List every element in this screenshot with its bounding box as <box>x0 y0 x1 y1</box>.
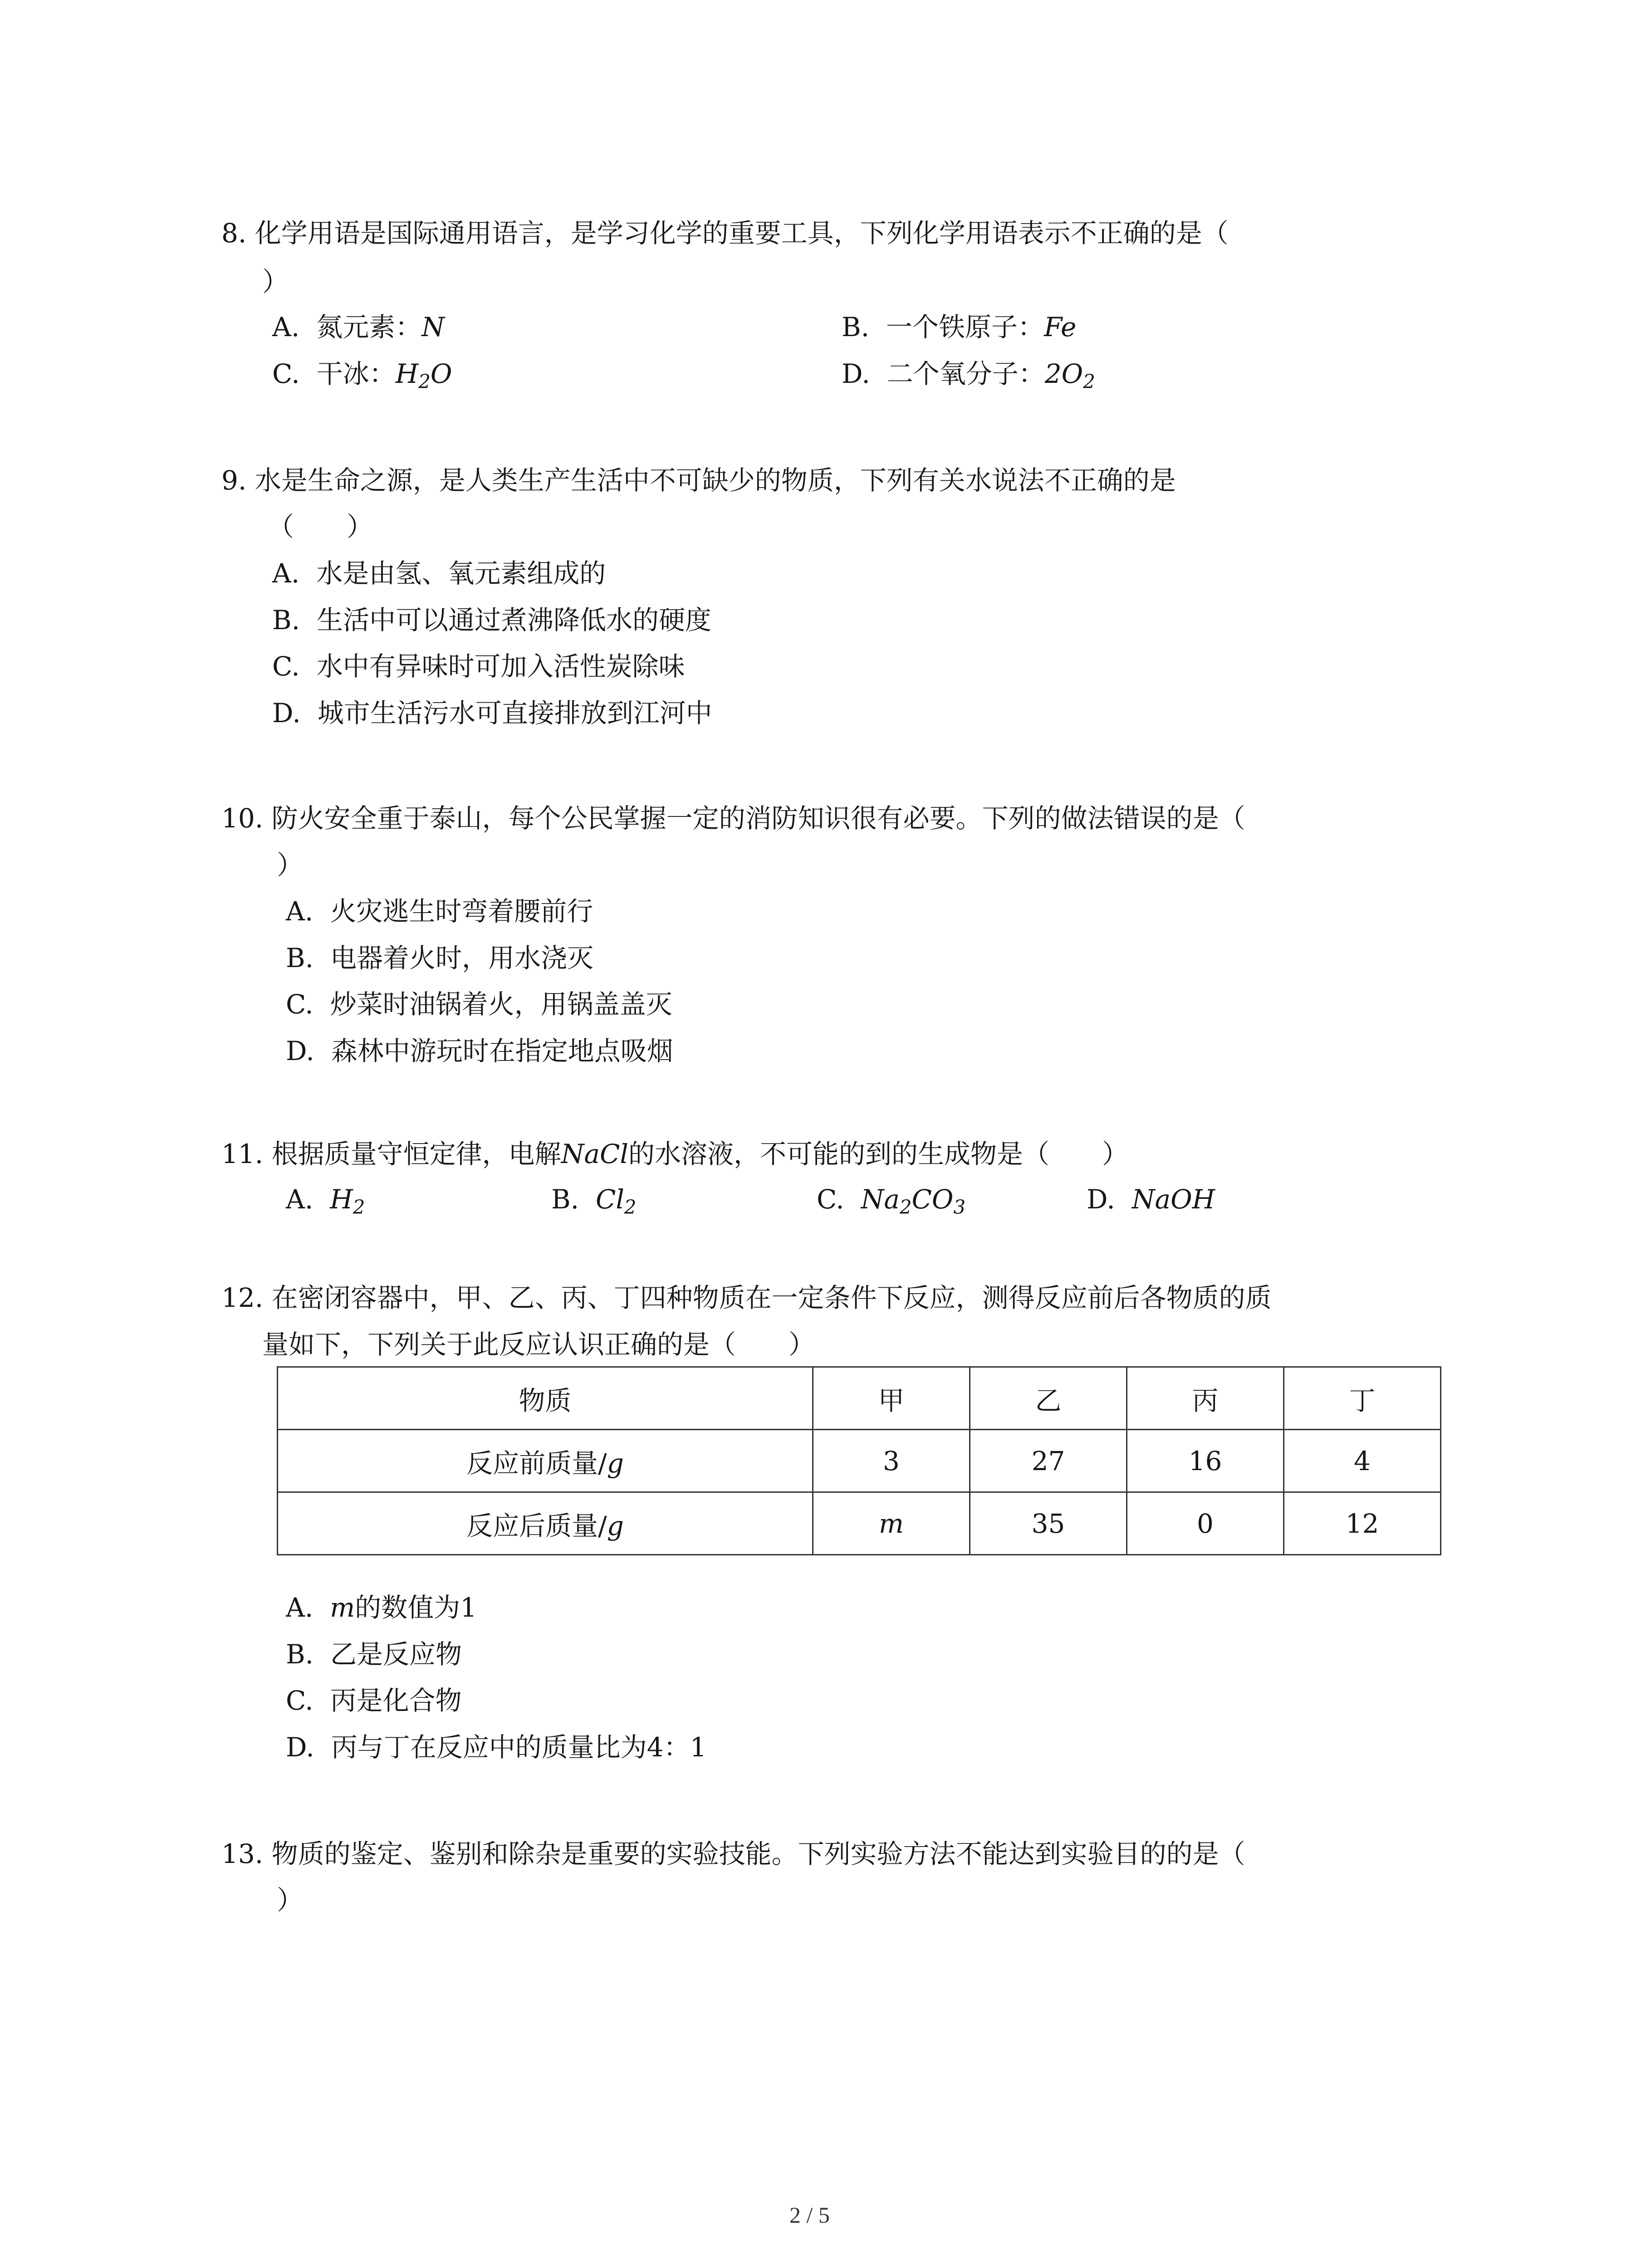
table-row <box>278 1430 1441 1492</box>
q8-stem-line2: ） <box>262 266 289 297</box>
table-row <box>278 1492 1441 1555</box>
table-header-cell: 丁 <box>1284 1367 1441 1430</box>
q11-option-a: A. $H_2$ <box>286 1184 365 1218</box>
table-header-cell: 丙 <box>1127 1367 1284 1430</box>
table-cell: 16 <box>1127 1430 1284 1492</box>
table-cell: 12 <box>1284 1492 1441 1555</box>
q10-option-d: D. 森林中游玩时在指定地点吸烟 <box>286 1036 673 1066</box>
q10-stem-line2: ） <box>277 850 304 880</box>
q10-option-a: A. 火灾逃生时弯着腰前行 <box>286 896 593 927</box>
q12-option-a: A. m的数值为1 <box>286 1592 477 1623</box>
q13-stem-line2: ） <box>277 1885 304 1916</box>
q8-stem-line1: 8. 化学用语是国际通用语言，是学习化学的重要工具，下列化学用语表示不正确的是（ <box>221 218 1229 249</box>
mass-table <box>277 1366 1441 1555</box>
table-row-label: 反应前质量/g <box>278 1430 813 1492</box>
table-cell: 27 <box>970 1430 1127 1492</box>
q12-option-c: C. 丙是化合物 <box>286 1685 462 1716</box>
q8-option-b: B. 一个铁原子：Fe <box>842 312 1077 342</box>
q10-option-c: C. 炒菜时油锅着火，用锅盖盖灭 <box>286 989 672 1020</box>
table-cell: 35 <box>970 1492 1127 1555</box>
table-cell: 0 <box>1127 1492 1284 1555</box>
table-header-cell: 物质 <box>278 1367 813 1430</box>
q11-stem: 11. 根据质量守恒定律，电解NaCl的水溶液，不可能的到的生成物是（ ） <box>221 1139 1128 1169</box>
q9-option-b: B. 生活中可以通过煮沸降低水的硬度 <box>272 605 711 635</box>
q9-option-c: C. 水中有异味时可加入活性炭除味 <box>272 651 685 682</box>
q11-option-c: C. $Na_2CO_3$ <box>817 1184 966 1218</box>
table-cell: 3 <box>813 1430 970 1492</box>
q13-stem-line1: 13. 物质的鉴定、鉴别和除杂是重要的实验技能。下列实验方法不能达到实验目的的是（ <box>221 1838 1245 1869</box>
q8-option-d: D. 二个氧分子：$2O_2$ <box>842 358 1095 393</box>
q12-stem-line2: 量如下，下列关于此反应认识正确的是（ ） <box>262 1329 815 1360</box>
q12-stem-line1: 12. 在密闭容器中，甲、乙、丙、丁四种物质在一定条件下反应，测得反应前后各物质的质 <box>221 1282 1272 1313</box>
q8-option-a: A. 氮元素：N <box>272 312 445 342</box>
q8-option-c: C. 干冰：$H_2O$ <box>272 358 452 393</box>
page-number: 2 / 5 <box>789 2202 830 2228</box>
q12-option-b: B. 乙是反应物 <box>286 1639 462 1670</box>
table-header-cell: 甲 <box>813 1367 970 1430</box>
q10-option-b: B. 电器着火时，用水浇灭 <box>286 943 593 973</box>
q11-option-d: D. NaOH <box>1087 1184 1215 1215</box>
table-header-row <box>278 1367 1441 1430</box>
q9-option-a: A. 水是由氢、氧元素组成的 <box>272 558 606 589</box>
table-cell: 4 <box>1284 1430 1441 1492</box>
table-header-cell: 乙 <box>970 1367 1127 1430</box>
q12-option-d: D. 丙与丁在反应中的质量比为4：1 <box>286 1732 707 1763</box>
q9-stem-line1: 9. 水是生命之源，是人类生产生活中不可缺少的物质，下列有关水说法不正确的是 <box>221 465 1176 496</box>
table-row-label: 反应后质量/g <box>278 1492 813 1555</box>
q10-stem-line1: 10. 防火安全重于泰山，每个公民掌握一定的消防知识很有必要。下列的做法错误的是（ <box>221 803 1245 834</box>
q9-stem-line2: （ ） <box>268 511 373 542</box>
q9-option-d: D. 城市生活污水可直接排放到江河中 <box>272 698 712 728</box>
table-cell: m <box>813 1492 970 1555</box>
q11-option-b: B. $Cl_2$ <box>551 1184 637 1218</box>
